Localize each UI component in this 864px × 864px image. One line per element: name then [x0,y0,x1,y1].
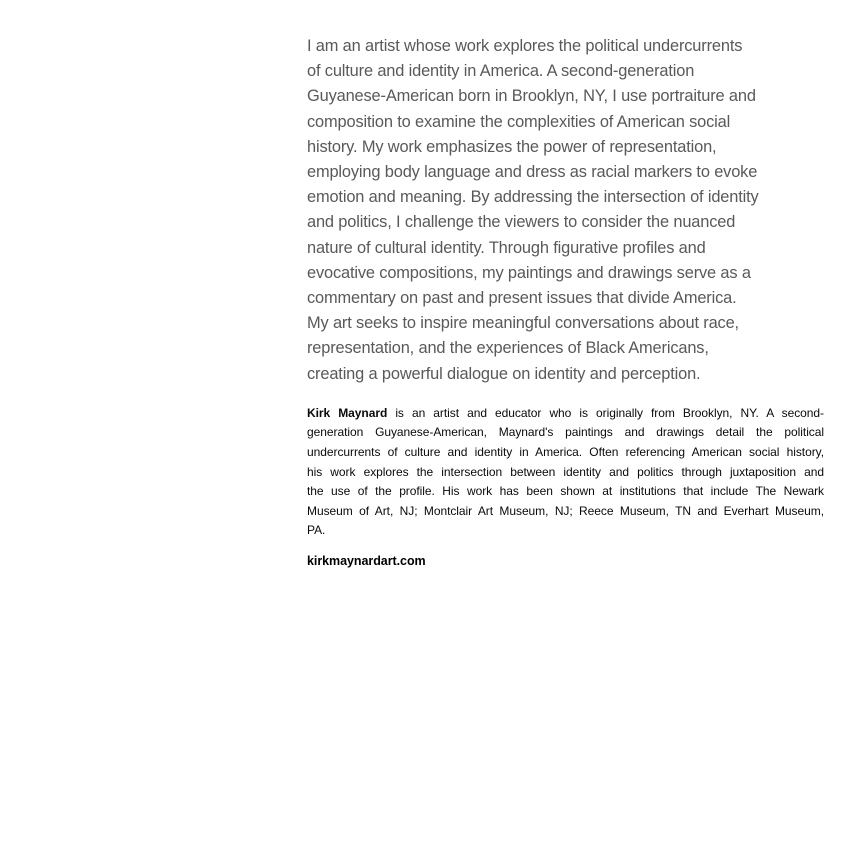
artist-name: Kirk Maynard [307,405,388,420]
bio-line: his work explores the intersection between identity and politics through juxtaposition and [307,464,824,479]
bio-line: the use of the profile. His work has been shown at institutions that include The Newark [307,484,824,499]
artist-statement-paragraph [307,34,824,387]
statement-line: employing body language and dress as racial markers to evoke [307,163,758,182]
bio-line-text: is an artist and educator who is originally from Brooklyn, NY. A second- [387,405,824,420]
bio-line: PA. [307,523,326,538]
statement-line: I am an artist whose work explores the political undercurrents [307,37,743,55]
bio-line [307,404,824,424]
bio-paragraph [307,404,824,541]
statement-line: and politics, I challenge the viewers to consider the nuanced [307,213,736,232]
website-url: kirkmaynardart.com [307,554,426,568]
statement-line: representation, and the experiences of Black Americans, [307,339,709,358]
bio-line: Museum of Art, NJ; Montclair Art Museum, NJ; Reece Museum, TN and Everhart Museum, [307,503,824,518]
statement-line: nature of cultural identity. Through figurative profiles and [307,238,706,257]
statement-line: of culture and identity in America. A second-generation [307,62,695,81]
statement-line: emotion and meaning. By addressing the intersection of identity [307,188,759,207]
bio-line: generation Guyanese-American, Maynard's paintings and drawings detail the political [307,425,824,440]
text-column [307,34,824,568]
statement-line: history. My work emphasizes the power of representation, [307,137,717,156]
statement-line: commentary on past and present issues that divide America. [307,289,737,308]
statement-line: Guyanese-American born in Brooklyn, NY, I use portraiture and [307,87,756,106]
statement-line: composition to examine the complexities of American social [307,112,731,131]
bio-line: undercurrents of culture and identity in America. Often referencing American social history, [307,445,824,460]
statement-line: evocative compositions, my paintings and drawings serve as a [307,263,751,282]
statement-line: My art seeks to inspire meaningful conversations about race, [307,314,739,333]
statement-line: creating a powerful dialogue on identity and perception. [307,364,701,383]
